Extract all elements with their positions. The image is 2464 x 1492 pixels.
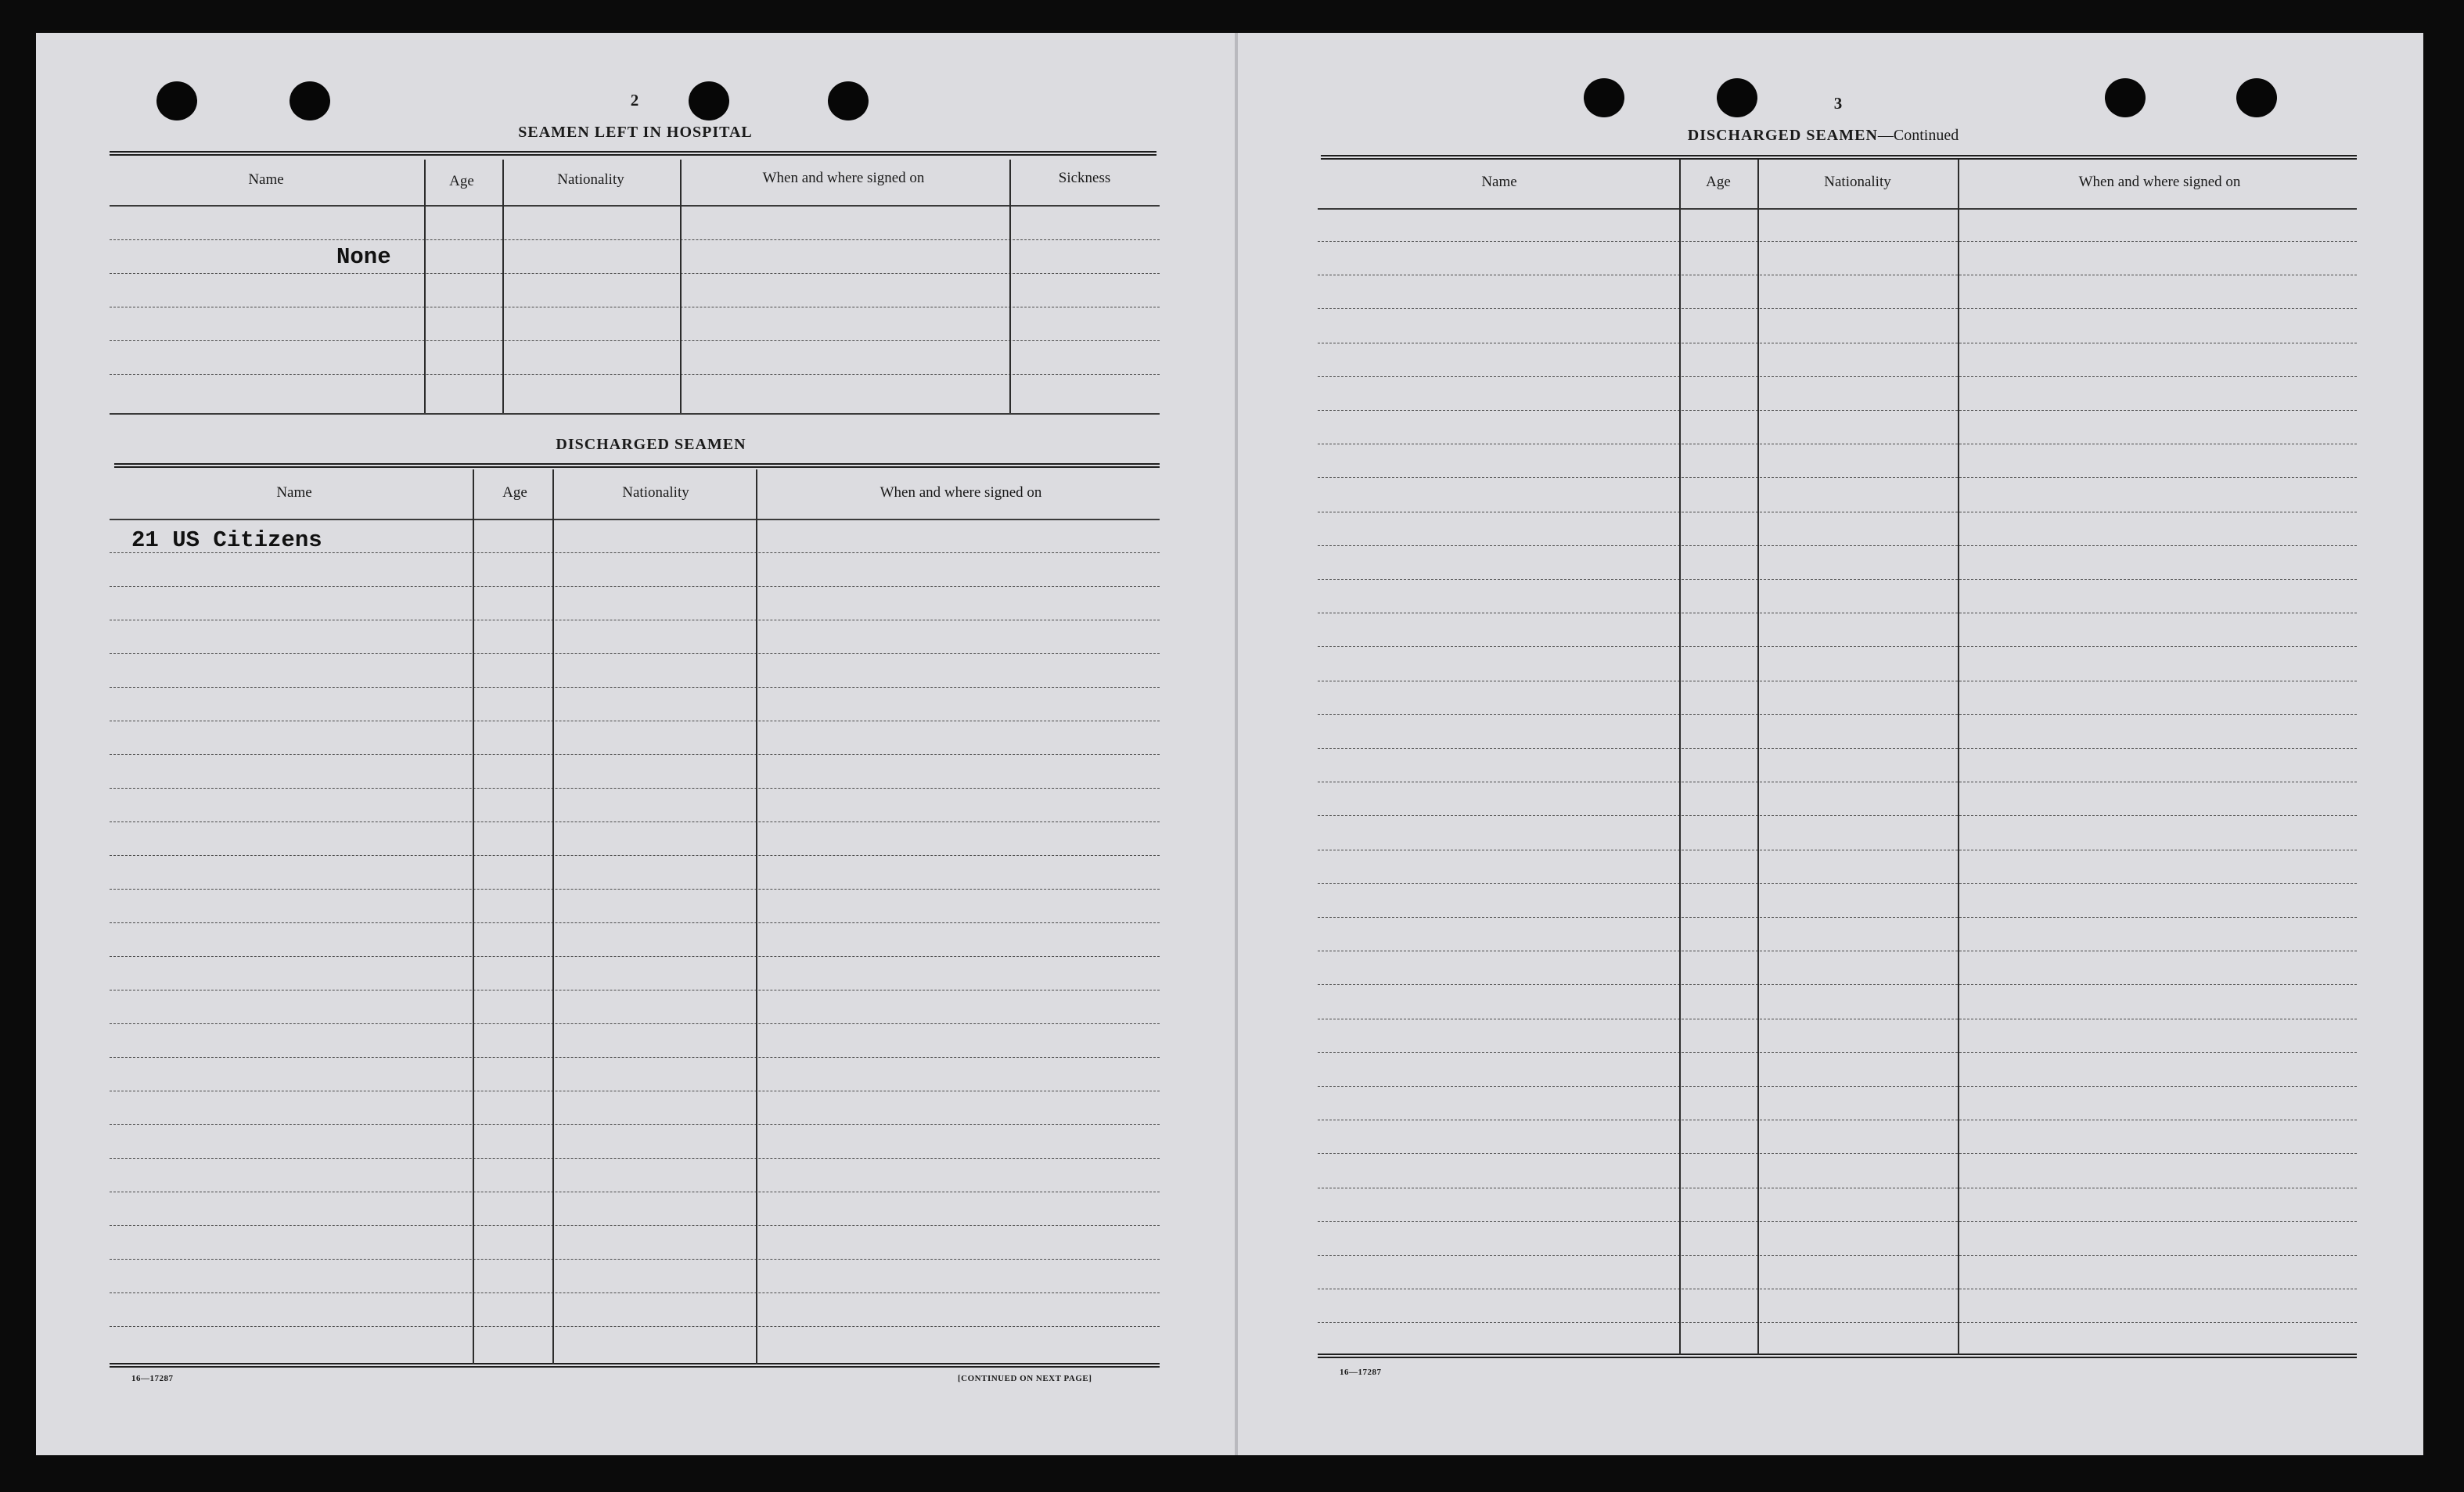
hospital-header-nationality: Nationality <box>557 171 624 188</box>
discharged-table-top-rule <box>114 463 1160 468</box>
right-header-line <box>1318 208 2357 210</box>
ruled-row-line <box>110 855 1160 856</box>
right-page <box>1237 33 2423 1455</box>
ruled-row-line <box>1318 646 2357 647</box>
discharged-header-age: Age <box>502 484 527 501</box>
ruled-row-line <box>1318 376 2357 377</box>
page-fold <box>1235 33 1238 1455</box>
ruled-row-line <box>1318 241 2357 242</box>
hospital-header-sickness: Sickness <box>1058 170 1111 186</box>
ruled-row-line <box>110 687 1160 688</box>
hospital-header-age: Age <box>449 173 474 189</box>
hospital-table-bottom-line <box>110 413 1160 415</box>
left-page <box>36 33 1236 1455</box>
ruled-row-line <box>1318 917 2357 918</box>
right-header-name: Name <box>1481 174 1517 190</box>
ruled-row-line <box>110 1225 1160 1226</box>
ruled-row-line <box>110 239 1160 240</box>
discharged-col-divider <box>473 469 474 1364</box>
ruled-row-line <box>110 586 1160 587</box>
punch-hole <box>689 81 729 120</box>
form-number-right: 16—17287 <box>1340 1368 1382 1377</box>
ruled-row-line <box>110 1023 1160 1024</box>
discharged-table-bottom-rule <box>110 1363 1160 1368</box>
ruled-row-line <box>1318 1322 2357 1323</box>
hospital-col-divider <box>680 160 682 413</box>
ruled-row-line <box>110 273 1160 274</box>
right-header-signed-on: When and where signed on <box>2078 174 2241 190</box>
ruled-row-line <box>1318 1153 2357 1154</box>
hospital-table-top-rule <box>110 151 1156 156</box>
discharged-col-divider <box>756 469 757 1364</box>
ruled-row-line <box>110 374 1160 375</box>
ruled-row-line <box>110 1292 1160 1293</box>
ruled-row-line <box>1318 545 2357 546</box>
hospital-header-line <box>110 205 1160 207</box>
discharged-header-signed-on: When and where signed on <box>879 484 1042 501</box>
discharged-entry: 21 US Citizens <box>131 527 322 553</box>
continued-note: [CONTINUED ON NEXT PAGE] <box>958 1374 1092 1383</box>
right-table-top-rule <box>1321 155 2357 160</box>
ruled-row-line <box>110 340 1160 341</box>
right-title-main: DISCHARGED SEAMEN <box>1687 127 1878 144</box>
ruled-row-line <box>110 754 1160 755</box>
ruled-row-line <box>1318 1052 2357 1053</box>
discharged-header-nationality: Nationality <box>622 484 689 501</box>
discharged-table-title: DISCHARGED SEAMEN <box>556 436 746 453</box>
ruled-row-line <box>1318 477 2357 478</box>
hospital-col-divider <box>424 160 426 413</box>
hospital-col-divider <box>1009 160 1011 413</box>
right-header-age: Age <box>1706 174 1731 190</box>
ruled-row-line <box>1318 984 2357 985</box>
right-title-continued: —Continued <box>1877 127 1959 144</box>
right-col-divider <box>1757 160 1759 1355</box>
punch-hole <box>1717 78 1757 117</box>
ruled-row-line <box>110 889 1160 890</box>
hospital-header-signed-on: When and where signed on <box>762 170 925 186</box>
right-header-nationality: Nationality <box>1824 174 1891 190</box>
hospital-header-name: Name <box>248 171 284 188</box>
punch-hole <box>2105 78 2146 117</box>
ruled-row-line <box>1318 883 2357 884</box>
form-number-left: 16—17287 <box>131 1374 174 1383</box>
right-col-divider <box>1958 160 1959 1355</box>
ruled-row-line <box>110 922 1160 923</box>
ruled-row-line <box>110 1057 1160 1058</box>
ruled-row-line <box>1318 1086 2357 1087</box>
ruled-row-line <box>1318 579 2357 580</box>
ruled-row-line <box>1318 308 2357 309</box>
ruled-row-line <box>110 653 1160 654</box>
ruled-row-line <box>1318 815 2357 816</box>
ruled-row-line <box>1318 1255 2357 1256</box>
hospital-col-divider <box>502 160 504 413</box>
right-table-title <box>1688 127 1959 145</box>
ruled-row-line <box>1318 1221 2357 1222</box>
ruled-row-line <box>110 956 1160 957</box>
hospital-entry-none: None <box>336 244 391 270</box>
discharged-header-name: Name <box>276 484 312 501</box>
ruled-row-line <box>1318 748 2357 749</box>
ruled-row-line <box>110 788 1160 789</box>
punch-hole <box>2236 78 2277 117</box>
right-col-divider <box>1679 160 1681 1355</box>
page-number-left: 2 <box>630 91 639 110</box>
ruled-row-line <box>1318 410 2357 411</box>
punch-hole <box>156 81 197 120</box>
ruled-row-line <box>110 1326 1160 1327</box>
ruled-row-line <box>110 1124 1160 1125</box>
ruled-row-line <box>110 821 1160 822</box>
right-table-bottom-rule <box>1318 1354 2357 1358</box>
punch-hole <box>828 81 869 120</box>
punch-hole <box>290 81 330 120</box>
discharged-header-line <box>110 519 1160 520</box>
page-number-right: 3 <box>1833 94 1843 113</box>
punch-hole <box>1584 78 1624 117</box>
discharged-col-divider <box>552 469 554 1364</box>
ruled-row-line <box>110 1158 1160 1159</box>
ruled-row-line <box>1318 714 2357 715</box>
ruled-row-line <box>110 1259 1160 1260</box>
hospital-table-title: SEAMEN LEFT IN HOSPITAL <box>518 124 753 141</box>
